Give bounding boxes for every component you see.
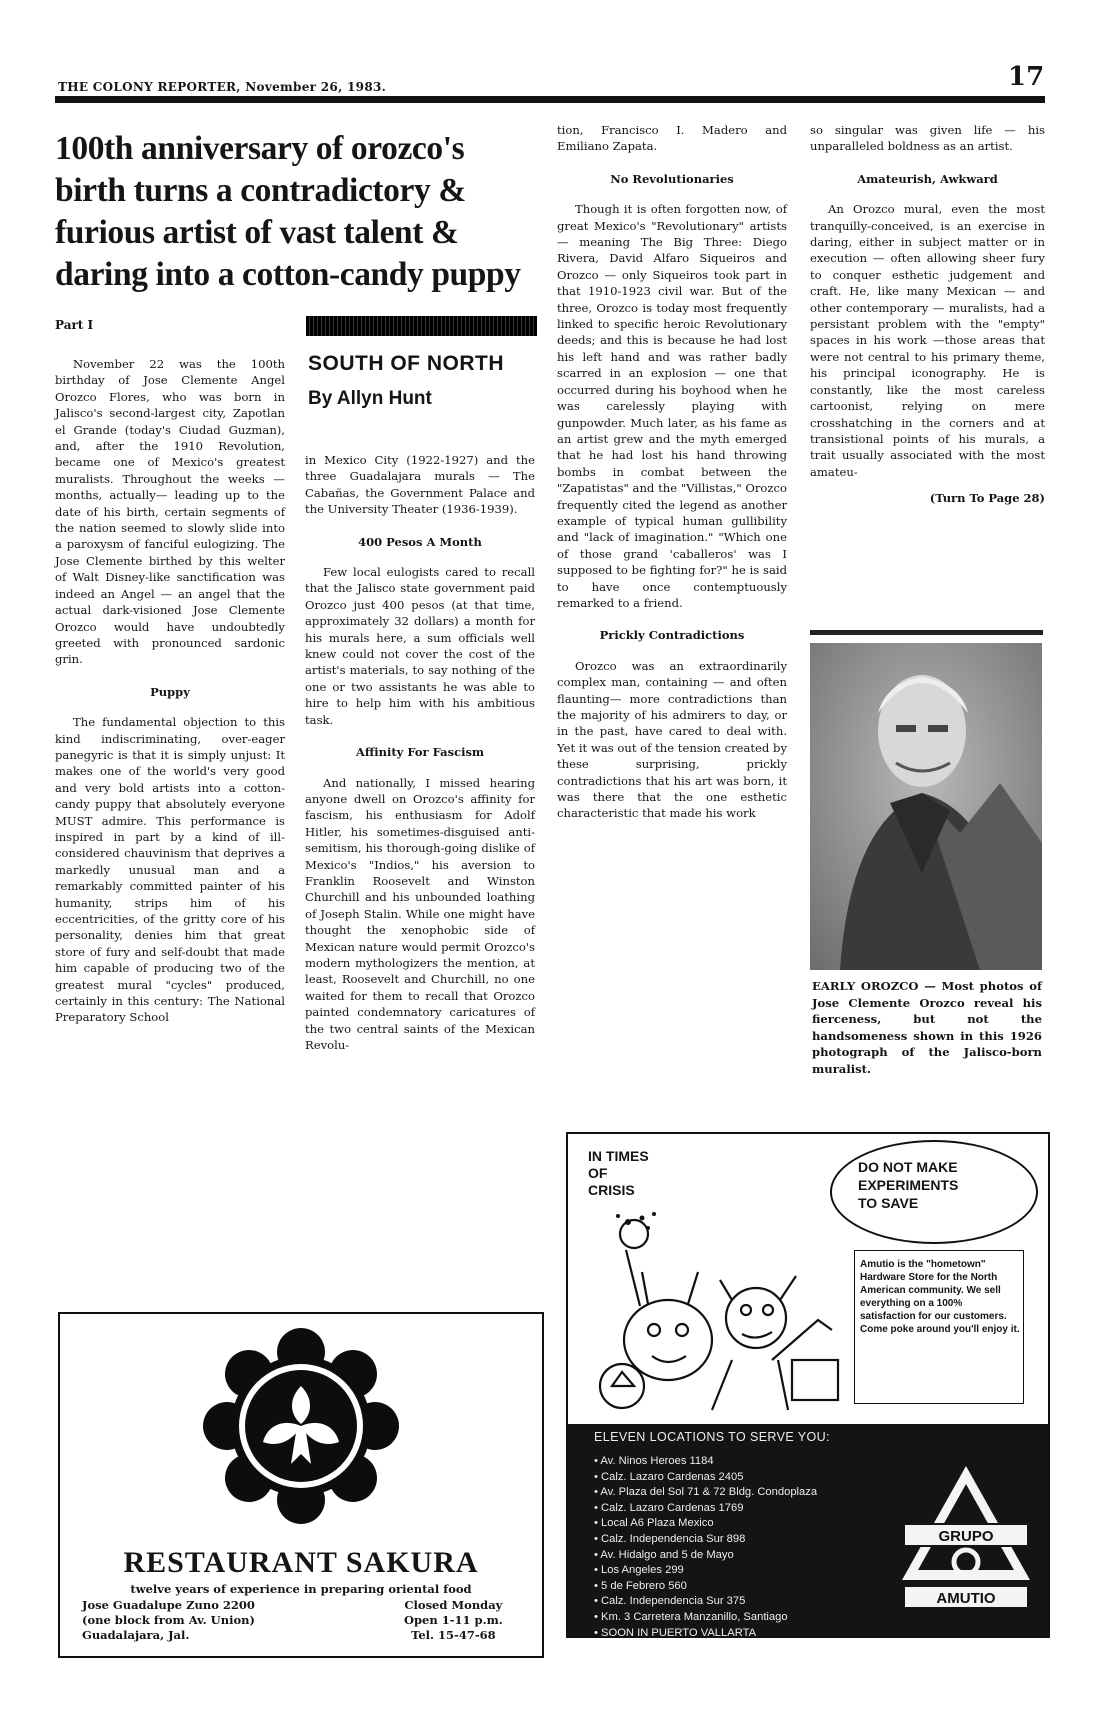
bubble-line: DO NOT MAKE	[858, 1159, 958, 1175]
restaurant-address	[82, 1598, 255, 1643]
location-item: • SOON IN PUERTO VALLARTA	[594, 1626, 817, 1642]
crisis-line: OF	[588, 1165, 608, 1181]
paragraph: And nationally, I missed hearing anyone dwell on Orozco's affinity for fascism, his enthusiasm for Adolf Hitler, his sometimes-disguised anti-semitism, his thorough-going dislike of Mexico's "Indios," his aversion to Franklin Roosevelt and Winston Churchill and his unbounded loathing of Joseph Stalin. While one might have thought the xenophobic side of Mexican nature would permit Orozco's modern mythologizers the mention, at least, Roosevelt and Churchill, no one waited for them to recall that Orozco painted condemnatory caricatures of the two central saints of the Mexican Revolu-	[305, 775, 535, 1052]
location-item: • Calz. Lazaro Cardenas 2405	[594, 1470, 817, 1486]
cherry-blossom-logo-icon	[201, 1326, 401, 1526]
hours-line: Open 1-11 p.m.	[404, 1613, 503, 1627]
paragraph: Though it is often forgotten now, of great Mexico's "Revolutionary" artists — meaning The Big Three: Diego Rivera, David Alfaro Siqueiros and Orozco — only Siqueiros took part in that 1910-1923 civil war. But of the three, Orozco is today most frequently linked to specific heroic Revolutionary deeds; and this is because he had lost his left hand and was rather badly scarred in an explosion — one that occurred during his boyhood when he was carelessly playing with gunpowder. Much later, as his fame as an artist grew and the myth emerged that he had lost his hand throwing bombs in combat between the "Zapatistas" and the "Villistas," Orozco frequently cited the legend as another example of typical human gullibility and "lack of imagination." "Which one of those grand 'caballeros' was I supposed to be fighting for?" he is said to have once contemptuously remarked to a friend.	[557, 202, 787, 610]
speech-bubble-text	[858, 1158, 958, 1212]
bubble-line: EXPERIMENTS	[858, 1177, 959, 1193]
paragraph: so singular was given life — his unparalleled boldness as an artist.	[810, 123, 1045, 154]
ad-crisis-text	[588, 1148, 649, 1199]
hours-line: Tel. 15-47-68	[411, 1628, 496, 1642]
location-item: • 5 de Febrero 560	[594, 1579, 817, 1595]
continued-jump: (Turn To Page 28)	[929, 491, 1045, 506]
address-line: Jose Guadalupe Zuno 2200	[82, 1598, 255, 1612]
restaurant-hours	[404, 1598, 503, 1643]
subhead: Puppy	[150, 684, 190, 699]
location-item: • Los Angeles 299	[594, 1563, 817, 1579]
locations-list	[594, 1454, 817, 1641]
cartoon-illustration-icon	[582, 1210, 854, 1418]
headline-line: furious artist of vast talent &	[55, 214, 459, 251]
paragraph: Few local eulogists cared to recall that the Jalisco state government paid Orozco just 400 pesos (at that time, approximately 32 dollars) a month for his murals here, a sum officials well knew could not cover the cost of the artist's materials, to say nothing of the one or two assistants he was able to hire to help him with his ambitious task.	[305, 565, 535, 727]
location-item: • Calz. Independencia Sur 898	[594, 1532, 817, 1548]
part-label: Part I	[55, 318, 94, 332]
restaurant-tagline: twelve years of experience in preparing oriental food	[130, 1582, 472, 1596]
headline	[55, 128, 550, 296]
amutio-hardware-ad	[566, 1132, 1050, 1638]
column-logo-bar	[306, 316, 537, 336]
article-column-4	[810, 122, 1045, 507]
photo-caption: EARLY OROZCO — Most photos of Jose Clemente Orozco reveal his fierceness, but not the handsomeness shown in this 1926 photograph of the Jalisco-born muralist.	[812, 979, 1042, 1076]
paragraph: in Mexico City (1922-1927) and the three Guadalajara murals — The Cabañas, the Government Palace and the University Theater (1936-1939).	[305, 453, 535, 517]
paragraph: The fundamental objection to this kind indiscriminating, over-eager panegyric is that it is simply unjust: It makes one of the world's very good and very bold artists into a cotton-candy puppy that absolutely everyone MUST admire. This performance is inspired in part by a kind of ill-considered chauvinism that deprives a markedly unusual man and a remarkably committed painter of his humanity, strips him of his eccentricities, of the gritty core of his personality, denies him that great store of fury and self-doubt that made him capable of producing two of the greatest mural "cycles" produced, certainly in this century: The National Preparatory School	[55, 715, 285, 1025]
column-title: SOUTH OF NORTH	[308, 352, 504, 375]
headline-line: daring into a cotton-candy puppy	[55, 256, 521, 293]
masthead-rule	[55, 96, 1045, 103]
restaurant-name: RESTAURANT SAKURA	[123, 1546, 479, 1579]
crisis-line: IN TIMES	[588, 1148, 649, 1164]
article-column-3	[557, 122, 787, 834]
paragraph: tion, Francisco I. Madero and Emiliano Zapata.	[557, 123, 787, 154]
logo-top-text: GRUPO	[938, 1528, 994, 1545]
logo-bottom-text: AMUTIO	[936, 1590, 996, 1607]
page-number: 17	[1008, 62, 1045, 92]
location-item: • Av. Ninos Heroes 1184	[594, 1454, 817, 1470]
article-column-1	[55, 356, 285, 1038]
hours-line: Closed Monday	[404, 1598, 503, 1612]
orozco-photo	[810, 643, 1042, 970]
location-item: • Calz. Lazaro Cardenas 1769	[594, 1501, 817, 1517]
subhead: Amateurish, Awkward	[857, 171, 998, 186]
paragraph: Orozco was an extraordinarily complex man, containing — and often flaunting— more contradictions than the majority of his admirers to day, or in the past, have cared to deal with. Yet it was out of the tension created by these surprising, prickly contradictions that his art was born, it was there that the one esthetic characteristic that made his work	[557, 658, 787, 821]
headline-line: birth turns a contradictory &	[55, 172, 466, 209]
paragraph: An Orozco mural, even the most tranquilly-conceived, is an exercise in daring, either in subject matter or in execution — often allowing sheer fury to conquer esthetic judgement and craft. He, like many Mexican — and other contemporary — muralists, had a persistant problem with the "empty" spaces in his work —those areas that were not central to his primary theme, his principal iconography. He is constantly, like the most careless cartoonist, relying on mere crosshatching in the corners and at transistional points of his murals, a trait usually associated with the most amateu-	[810, 202, 1045, 479]
location-item: • Av. Hidalgo and 5 de Mayo	[594, 1548, 817, 1564]
article-column-2	[305, 452, 535, 1065]
crisis-line: CRISIS	[588, 1182, 635, 1198]
ad-info-text: Amutio is the "hometown" Hardware Store for the North American community. We sell everything on a 100% satisfaction for our customers. Come poke around you'll enjoy it.	[860, 1259, 1020, 1335]
subhead: Prickly Contradictions	[599, 628, 745, 643]
headline-line: 100th anniversary of orozco's	[55, 130, 465, 167]
location-item: • Calz. Independencia Sur 375	[594, 1594, 817, 1610]
grupo-amutio-logo	[898, 1462, 1034, 1616]
photo-rule	[810, 630, 1043, 635]
location-item: • Local A6 Plaza Mexico	[594, 1516, 817, 1532]
masthead: THE COLONY REPORTER, November 26, 1983.	[58, 80, 387, 94]
paragraph: November 22 was the 100th birthday of Jose Clemente Angel Orozco Flores, who was born in Jalisco's second-largest city, Zapotlan el Grande (today's Ciudad Guzman), and, after the 1910 Revolution, became one of Mexico's greatest muralists. Throughout the weeks — months, actually— leading up to the date of his birth, certain segments of the nation seemed to slowly slide into a paroxysm of fanciful eulogizing. The Jose Clemente birthed by this welter of Walt Disney-like sanctification was indeed an Angel — an angel that the actual dark-visioned Jose Clemente Orozco would have undoubtedly greeted with pronounced sardonic grin.	[55, 357, 285, 667]
address-line: (one block from Av. Union)	[82, 1613, 255, 1627]
bubble-line: TO SAVE	[858, 1195, 919, 1211]
location-item: • Av. Plaza del Sol 71 & 72 Bldg. Condoplaza	[594, 1485, 817, 1501]
subhead: 400 Pesos A Month	[358, 534, 482, 549]
subhead: Affinity For Fascism	[355, 745, 485, 760]
restaurant-sakura-ad	[58, 1312, 544, 1658]
locations-title: ELEVEN LOCATIONS TO SERVE YOU:	[594, 1430, 830, 1444]
byline: By Allyn Hunt	[308, 388, 432, 409]
address-line: Guadalajara, Jal.	[82, 1628, 190, 1642]
subhead: No Revolutionaries	[610, 171, 734, 186]
location-item: • Km. 3 Carretera Manzanillo, Santiago	[594, 1610, 817, 1626]
